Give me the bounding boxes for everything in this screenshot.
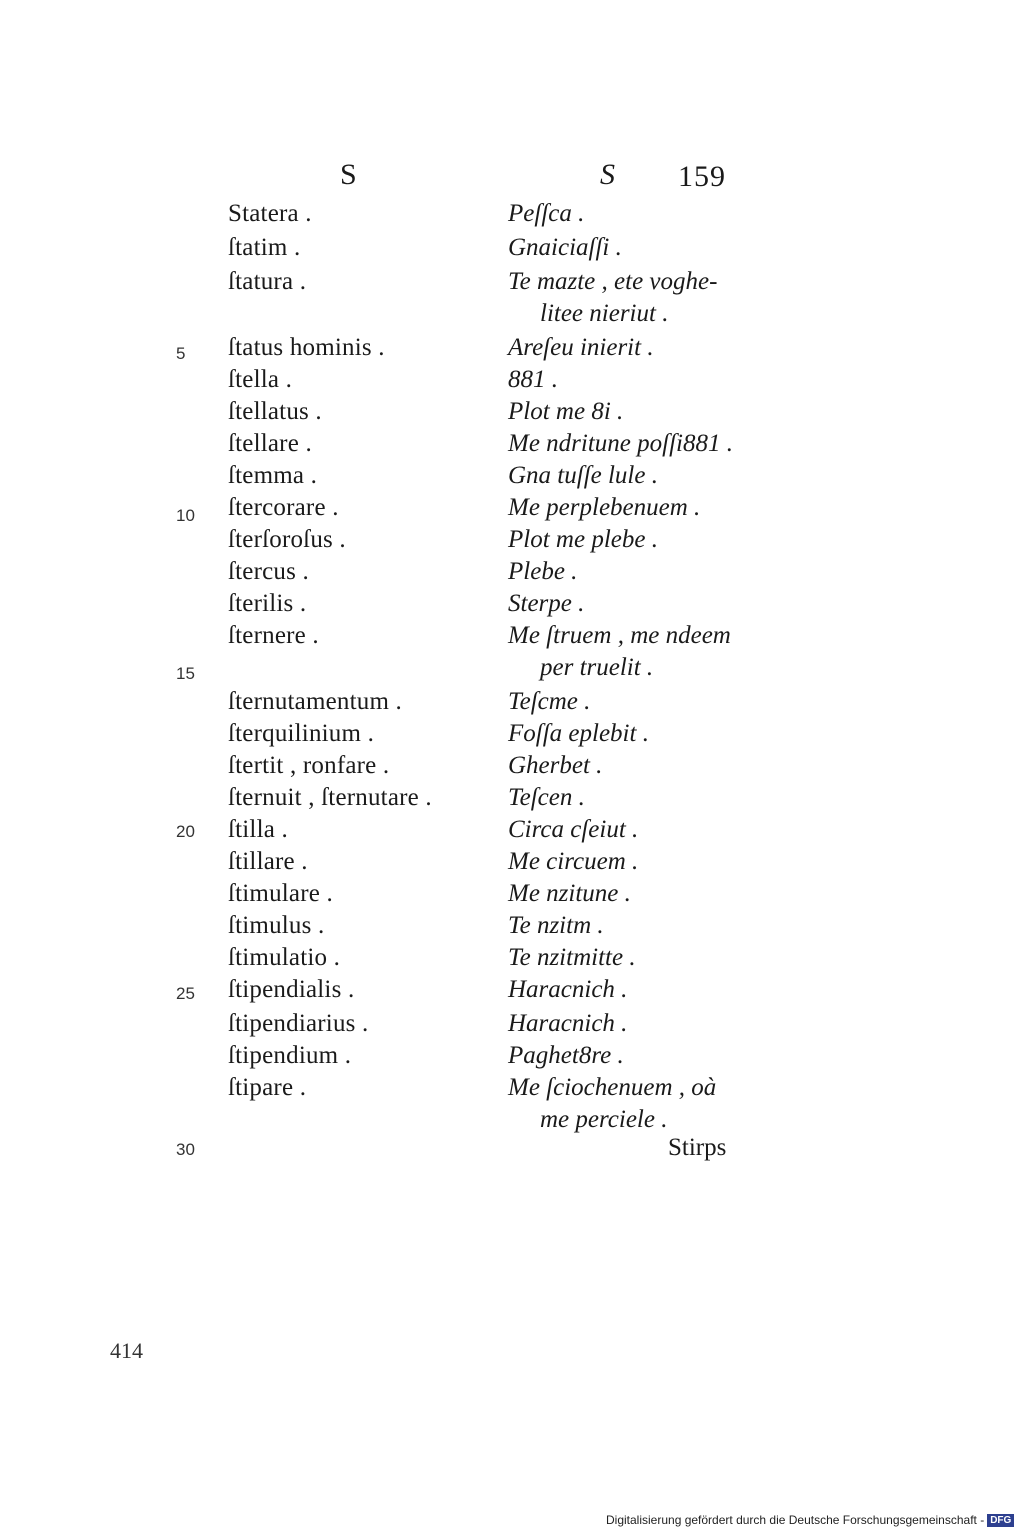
albanian-translation-continued: per truelit . xyxy=(540,654,654,681)
albanian-translation: 881 . xyxy=(508,366,558,393)
latin-term: ſtimulatio . xyxy=(228,944,341,971)
dfg-logo-icon: DFG xyxy=(987,1514,1014,1527)
latin-term: ſtilla . xyxy=(228,816,288,843)
latin-term: ſtipendialis . xyxy=(228,976,355,1003)
albanian-translation: Te mazte , ete voghe- xyxy=(508,268,718,295)
albanian-translation: Gherbet . xyxy=(508,752,603,779)
albanian-translation: Plebe . xyxy=(508,558,578,585)
latin-term: ſternutamentum . xyxy=(228,688,402,715)
albanian-translation: Teſcen . xyxy=(508,784,585,811)
albanian-translation: Plot me 8i . xyxy=(508,398,624,425)
line-number: 15 xyxy=(176,664,195,683)
albanian-translation: Me nzitune . xyxy=(508,880,631,907)
albanian-translation: Peſſca . xyxy=(508,200,585,227)
latin-term: ſtimulus . xyxy=(228,912,325,939)
albanian-translation: Haracnich . xyxy=(508,976,628,1003)
albanian-translation: Teſcme . xyxy=(508,688,591,715)
latin-term: ſtipendium . xyxy=(228,1042,352,1069)
albanian-translation: Foſſa eplebit . xyxy=(508,720,649,747)
header-left-letter: S xyxy=(340,158,357,191)
digitization-footer xyxy=(606,1513,1014,1527)
albanian-translation: Plot me plebe . xyxy=(508,526,658,553)
line-number: 30 xyxy=(176,1140,195,1159)
albanian-translation: Te nzitmitte . xyxy=(508,944,636,971)
latin-term: ſtertit , ronfare . xyxy=(228,752,390,779)
latin-term: ſtatura . xyxy=(228,268,307,295)
line-number: 10 xyxy=(176,506,195,525)
latin-term: ſtipare . xyxy=(228,1074,307,1101)
albanian-translation: Paghet8re . xyxy=(508,1042,624,1069)
line-number: 5 xyxy=(176,344,186,363)
bottom-page-number: 414 xyxy=(110,1338,143,1363)
albanian-translation: Haracnich . xyxy=(508,1010,628,1037)
albanian-translation: Me perplebenuem . xyxy=(508,494,701,521)
latin-term: ſtipendiarius . xyxy=(228,1010,369,1037)
line-number: 25 xyxy=(176,984,195,1003)
latin-term: ſtercus . xyxy=(228,558,309,585)
albanian-translation-continued: me perciele . xyxy=(540,1106,668,1133)
catchword: Stirps xyxy=(668,1134,727,1161)
latin-term: ſtimulare . xyxy=(228,880,333,907)
albanian-translation-continued: litee nieriut . xyxy=(540,300,669,327)
latin-term: ſtellatus . xyxy=(228,398,322,425)
albanian-translation: Me ndritune poſſi881 . xyxy=(508,430,733,457)
albanian-translation: Circa cſeiut . xyxy=(508,816,639,843)
albanian-translation: Me circuem . xyxy=(508,848,639,875)
albanian-translation: Te nzitm . xyxy=(508,912,604,939)
albanian-translation: Gna tuſſe lule . xyxy=(508,462,658,489)
latin-term: ſterſoroſus . xyxy=(228,526,346,553)
albanian-translation: Sterpe . xyxy=(508,590,585,617)
latin-term: ſternuit , ſternutare . xyxy=(228,784,432,811)
line-number: 20 xyxy=(176,822,195,841)
page-number: 159 xyxy=(678,160,726,193)
footer-text: Digitalisierung gefördert durch die Deutsche Forschungsgemeinschaft - xyxy=(606,1513,985,1527)
latin-term: ſtercorare . xyxy=(228,494,339,521)
albanian-translation: Gnaiciaſſi . xyxy=(508,234,622,261)
header-right-letter: S xyxy=(600,158,615,191)
latin-term: ſtellare . xyxy=(228,430,312,457)
latin-term: ſtella . xyxy=(228,366,293,393)
latin-term: ſternere . xyxy=(228,622,319,649)
latin-term: ſtillare . xyxy=(228,848,308,875)
albanian-translation: Areſeu inierit . xyxy=(508,334,654,361)
albanian-translation: Me ſtruem , me ndeem xyxy=(508,622,731,649)
latin-term: ſtatus hominis . xyxy=(228,334,385,361)
latin-term: ſtatim . xyxy=(228,234,301,261)
latin-term: ſterquilinium . xyxy=(228,720,375,747)
latin-term: ſtemma . xyxy=(228,462,318,489)
latin-term: ſterilis . xyxy=(228,590,307,617)
latin-term: Statera . xyxy=(228,200,312,227)
albanian-translation: Me ſciochenuem , oà xyxy=(508,1074,717,1101)
